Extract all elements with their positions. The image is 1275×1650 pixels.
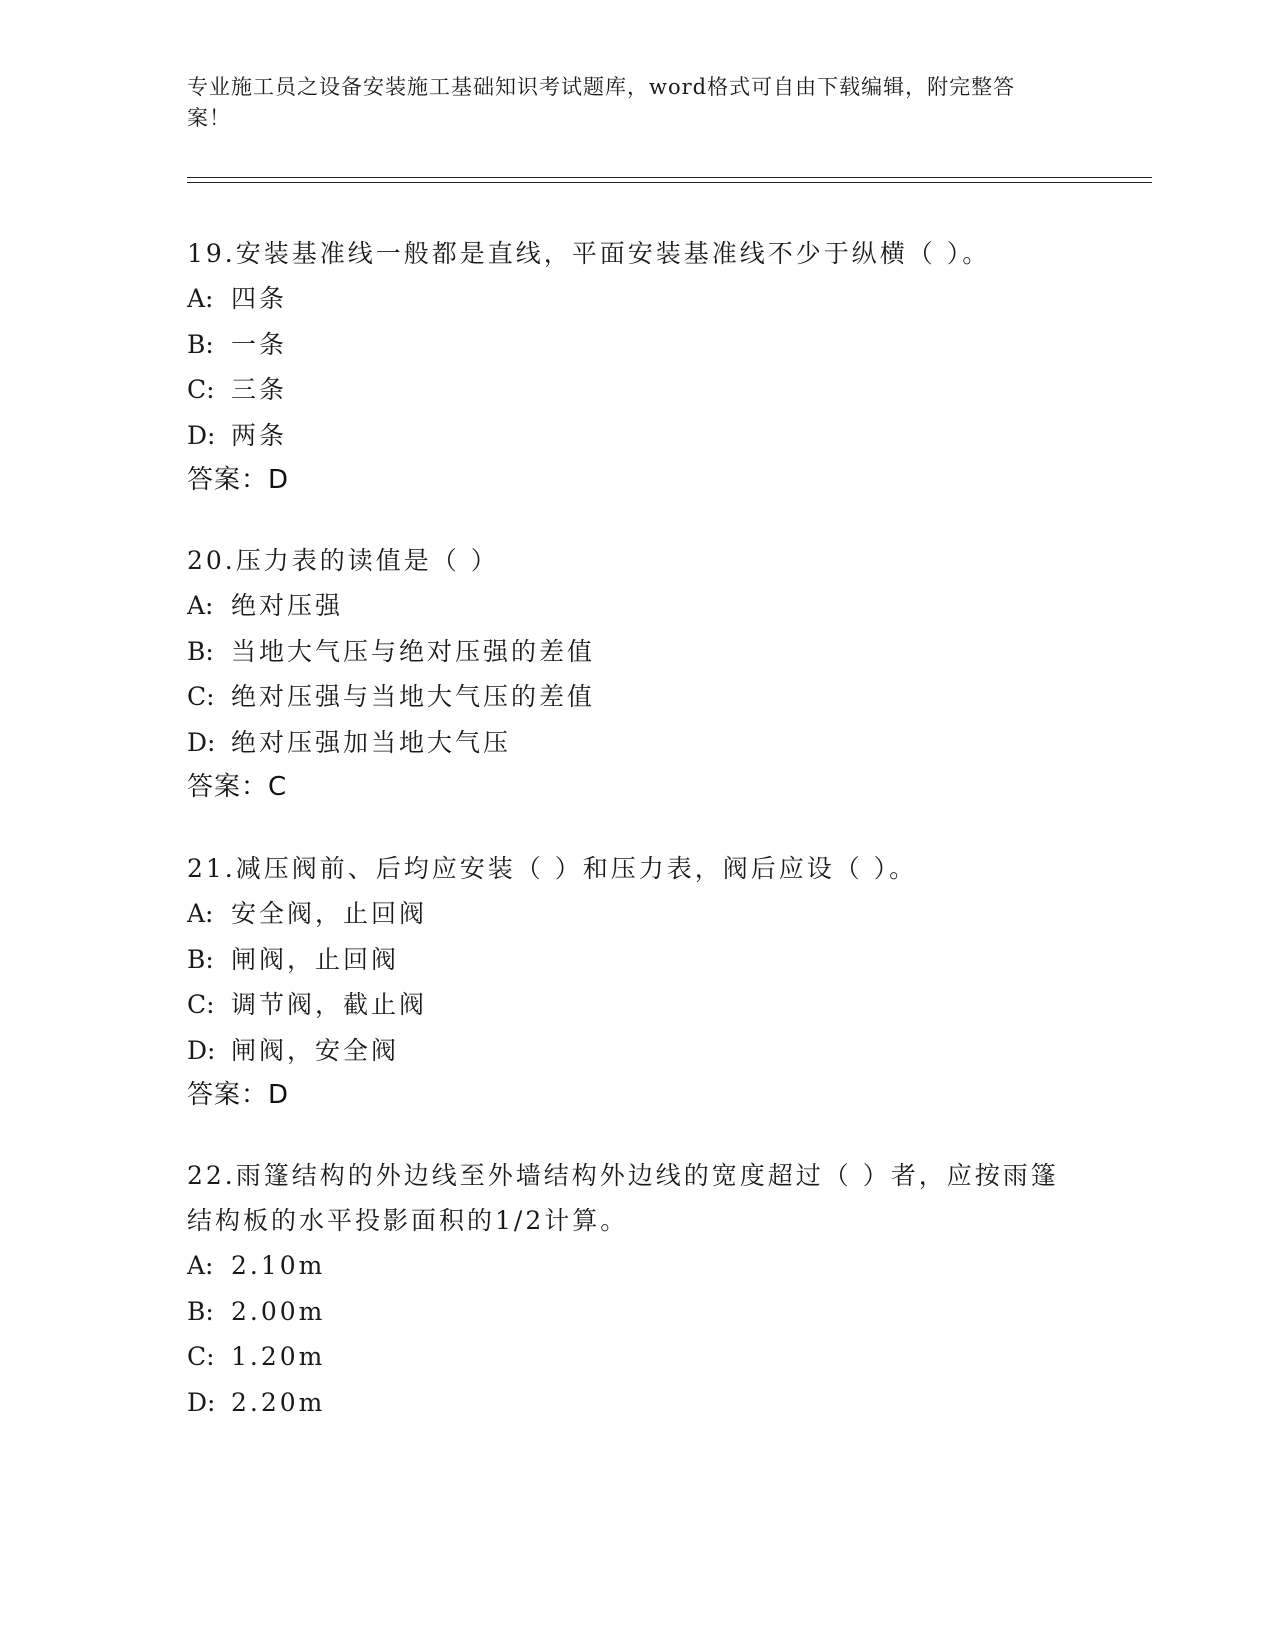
question-stem: 19.安装基准线一般都是直线，平面安装基准线不少于纵横（ ）。: [187, 239, 991, 268]
option-letter: B:: [187, 636, 214, 666]
question-22: [187, 1153, 1067, 1425]
option-letter: D:: [187, 727, 216, 757]
option-c: [187, 1334, 1067, 1380]
option-letter: A:: [187, 284, 214, 313]
header-divider-bottom: [187, 182, 1152, 183]
option-letter: C:: [187, 1342, 215, 1371]
option-letter: B:: [187, 1296, 214, 1326]
option-letter: C:: [187, 375, 215, 404]
option-letter: C:: [187, 682, 215, 711]
option-text: 一条: [231, 329, 288, 359]
question-20: [187, 538, 1067, 810]
option-b: [187, 1289, 1067, 1335]
question-21: [187, 846, 1067, 1118]
option-text: 当地大气压与绝对压强的差值: [231, 636, 596, 666]
option-text: 绝对压强与当地大气压的差值: [231, 682, 596, 711]
option-c: [187, 674, 1067, 720]
option-c: [187, 982, 1067, 1028]
question-stem: 22.雨篷结构的外边线至外墙结构外边线的宽度超过（ ）者，应按雨篷结构板的水平投影面积的1/2计算。: [187, 1161, 1059, 1235]
document-header: 专业施工员之设备安装施工基础知识考试题库，word格式可自由下载编辑，附完整答案！: [187, 75, 1016, 130]
question-stem: 20.压力表的读值是（ ）: [187, 546, 499, 575]
option-letter: A:: [187, 591, 214, 620]
option-text: 2.20m: [231, 1387, 326, 1417]
option-text: 调节阀，截止阀: [231, 990, 428, 1019]
option-d: [187, 720, 1067, 766]
option-text: 1.20m: [231, 1342, 326, 1371]
option-text: 两条: [231, 420, 288, 450]
option-b: [187, 629, 1067, 675]
option-a: [187, 1243, 1067, 1289]
option-letter: A:: [187, 1251, 214, 1280]
option-letter: C:: [187, 990, 215, 1019]
answer-label: 答案：D: [187, 465, 290, 495]
option-text: 四条: [231, 284, 288, 313]
option-text: 安全阀，止回阀: [231, 899, 428, 928]
option-d: [187, 1380, 1067, 1426]
option-text: 2.10m: [231, 1251, 326, 1280]
answer-label: 答案：D: [187, 1080, 290, 1110]
question-stem: 21.减压阀前、后均应安装（ ）和压力表，阀后应设（ ）。: [187, 854, 918, 883]
header-divider-top: [187, 177, 1152, 178]
option-a: [187, 891, 1067, 937]
answer-label: 答案：C: [187, 772, 288, 802]
option-text: 2.00m: [231, 1296, 326, 1326]
option-a: [187, 276, 1067, 322]
option-text: 闸阀，安全阀: [231, 1035, 400, 1065]
option-d: [187, 413, 1067, 459]
option-letter: A:: [187, 899, 214, 928]
option-text: 三条: [231, 375, 288, 404]
option-letter: D:: [187, 1035, 216, 1065]
option-c: [187, 367, 1067, 413]
option-letter: B:: [187, 944, 214, 974]
question-19: [187, 231, 1067, 503]
option-letter: D:: [187, 420, 216, 450]
option-text: 绝对压强加当地大气压: [231, 727, 512, 757]
option-text: 闸阀，止回阀: [231, 944, 400, 974]
option-d: [187, 1028, 1067, 1074]
option-b: [187, 937, 1067, 983]
option-b: [187, 322, 1067, 368]
option-a: [187, 583, 1067, 629]
option-letter: B:: [187, 329, 214, 359]
option-letter: D:: [187, 1387, 216, 1417]
option-text: 绝对压强: [231, 591, 344, 620]
